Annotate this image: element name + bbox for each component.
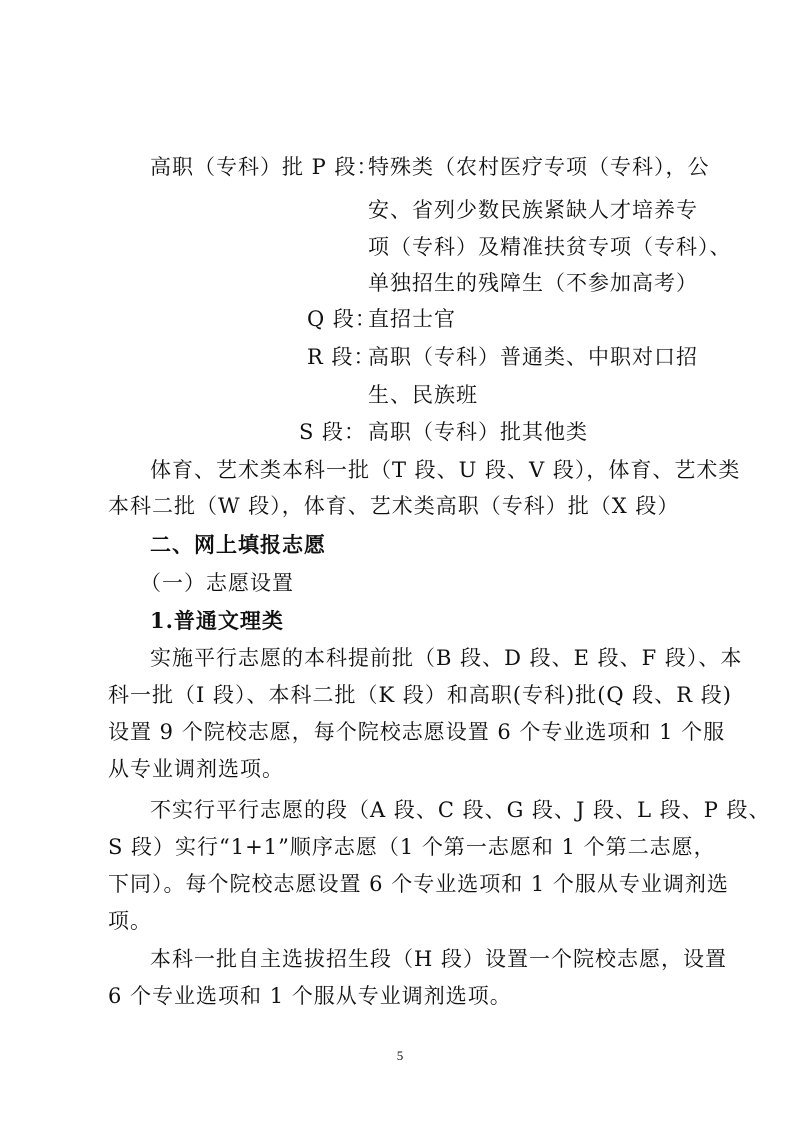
batch-p-line-1: 特殊类（农村医疗专项（专科），公 xyxy=(368,155,710,179)
batch-q-label: Q 段： xyxy=(307,307,377,331)
sports-art-line-2: 本科二批（W 段），体育、艺术类高职（专科）批（X 段） xyxy=(108,494,680,518)
para2-line-3: 下同）。每个院校志愿设置 6 个专业选项和 1 个服从专业调剂选 xyxy=(108,872,729,896)
batch-p-line-3: 项（专科）及精准扶贫专项（专科）、 xyxy=(368,235,732,259)
para3-line-2: 6 个专业选项和 1 个服从专业调剂选项。 xyxy=(108,984,512,1008)
subsection-heading: （一）志愿设置 xyxy=(140,571,294,595)
batch-s-text: 高职（专科）批其他类 xyxy=(368,420,588,444)
batch-q-text: 直招士官 xyxy=(368,307,456,331)
batch-s-label: S 段： xyxy=(299,420,367,444)
para1-line-3: 设置 9 个院校志愿，每个院校志愿设置 6 个专业选项和 1 个服 xyxy=(108,720,726,744)
batch-r-line-1: 高职（专科）普通类、中职对口招 xyxy=(368,345,698,369)
sports-art-line-1: 体育、艺术类本科一批（T 段、U 段、V 段），体育、艺术类 xyxy=(150,458,741,482)
batch-p-line-2: 安、省列少数民族紧缺人才培养专 xyxy=(368,198,698,222)
para1-line-4: 从专业调剂选项。 xyxy=(108,757,284,781)
batch-r-label: R 段： xyxy=(307,345,376,369)
page-number: 5 xyxy=(396,1048,404,1063)
para2-line-2: S 段）实行“1+1”顺序志愿（1 个第一志愿和 1 个第二志愿， xyxy=(108,835,716,859)
batch-p-label: 高职（专科）批 P 段： xyxy=(150,155,379,179)
para2-line-4: 项。 xyxy=(108,909,152,933)
para2-line-1: 不实行平行志愿的段（A 段、C 段、G 段、J 段、L 段、P 段、 xyxy=(150,798,771,822)
para3-line-1: 本科一批自主选拔招生段（H 段）设置一个院校志愿，设置 xyxy=(150,947,727,971)
para1-line-1: 实施平行志愿的本科提前批（B 段、D 段、E 段、F 段）、本 xyxy=(150,646,743,670)
batch-p-line-4: 单独招生的残障生（不参加高考） xyxy=(368,271,698,295)
para1-line-2: 科一批（I 段）、本科二批（K 段）和高职(专科)批(Q 段、R 段) xyxy=(108,683,732,707)
section-heading: 二、网上填报志愿 xyxy=(150,532,326,557)
category-heading: 1.普通文理类 xyxy=(150,608,284,633)
batch-r-line-2: 生、民族班 xyxy=(368,383,478,407)
